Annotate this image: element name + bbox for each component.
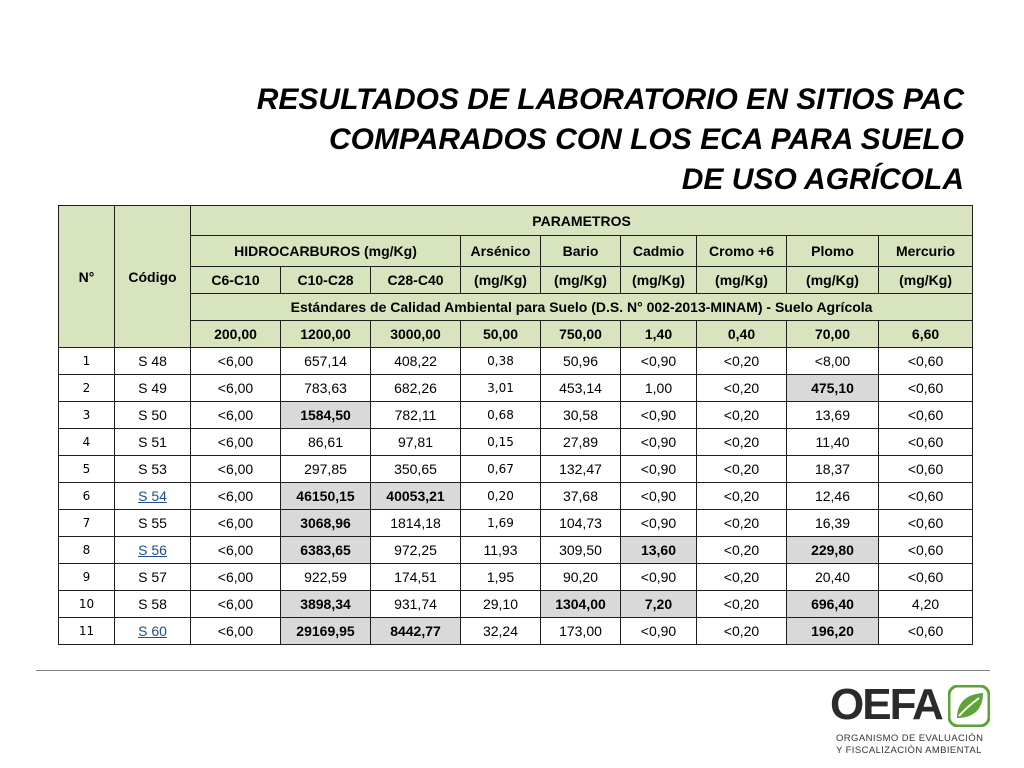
standard-value: 0,40 (697, 321, 787, 348)
standard-value: 1,40 (621, 321, 697, 348)
table-cell: <0,60 (879, 483, 973, 510)
header-unit-cadmio: (mg/Kg) (621, 267, 697, 294)
table-cell: 32,24 (461, 618, 541, 645)
table-cell: 3898,34 (281, 591, 371, 618)
table-row (59, 375, 973, 402)
site-code: S 50 (115, 402, 191, 429)
header-unit-bario: (mg/Kg) (541, 267, 621, 294)
header-unit-arsenico: (mg/Kg) (461, 267, 541, 294)
table-row (59, 483, 973, 510)
table-cell: <0,90 (621, 429, 697, 456)
table-cell: 0,67 (461, 456, 541, 483)
table-cell: 50,96 (541, 348, 621, 375)
table-cell: 229,80 (787, 537, 879, 564)
table-cell: <6,00 (191, 537, 281, 564)
site-code: S 58 (115, 591, 191, 618)
header-bario: Bario (541, 236, 621, 267)
table-cell: 783,63 (281, 375, 371, 402)
table-cell: 1814,18 (371, 510, 461, 537)
table-cell: 922,59 (281, 564, 371, 591)
standard-value: 200,00 (191, 321, 281, 348)
header-mercurio: Mercurio (879, 236, 973, 267)
table-cell: 29,10 (461, 591, 541, 618)
title-line-2: COMPARADOS CON LOS ECA PARA SUELO (328, 123, 964, 156)
table-cell: 174,51 (371, 564, 461, 591)
table-cell: 972,25 (371, 537, 461, 564)
table-row (59, 402, 973, 429)
row-number: 1 (59, 348, 115, 375)
table-cell: 13,69 (787, 402, 879, 429)
standards-row (59, 321, 973, 348)
table-cell: <6,00 (191, 618, 281, 645)
table-cell: 6383,65 (281, 537, 371, 564)
table-cell: <0,60 (879, 402, 973, 429)
table-row (59, 348, 973, 375)
table-cell: 16,39 (787, 510, 879, 537)
header-unit-cromo: (mg/Kg) (697, 267, 787, 294)
table-cell: <0,20 (697, 348, 787, 375)
table-cell: 20,40 (787, 564, 879, 591)
header-c28c40: C28-C40 (371, 267, 461, 294)
site-code-link[interactable]: S 60 (115, 618, 191, 645)
table-cell: <0,20 (697, 564, 787, 591)
standard-value: 3000,00 (371, 321, 461, 348)
header-row-standards-caption (59, 294, 973, 321)
table-cell: 782,11 (371, 402, 461, 429)
table-row (59, 591, 973, 618)
table-cell: <0,20 (697, 618, 787, 645)
table-cell: 7,20 (621, 591, 697, 618)
table-cell: <6,00 (191, 375, 281, 402)
table-cell: 350,65 (371, 456, 461, 483)
table-cell: 90,20 (541, 564, 621, 591)
logo-subtitle-1: ORGANISMO DE EVALUACIÓN (836, 733, 984, 744)
table-cell: 13,60 (621, 537, 697, 564)
table-cell: 86,61 (281, 429, 371, 456)
table-row (59, 564, 973, 591)
standard-value: 50,00 (461, 321, 541, 348)
table-cell: <0,60 (879, 510, 973, 537)
header-unit-plomo: (mg/Kg) (787, 267, 879, 294)
header-codigo: Código (115, 206, 191, 348)
table-cell: 3,01 (461, 375, 541, 402)
table-cell: <0,60 (879, 429, 973, 456)
title-line-3: DE USO AGRÍCOLA (681, 163, 964, 196)
header-row-parametros (59, 206, 973, 236)
table-cell: <0,20 (697, 375, 787, 402)
table-cell: 173,00 (541, 618, 621, 645)
standard-value: 6,60 (879, 321, 973, 348)
table-cell: <0,90 (621, 402, 697, 429)
table-cell: 97,81 (371, 429, 461, 456)
standard-value: 70,00 (787, 321, 879, 348)
table-cell: 475,10 (787, 375, 879, 402)
table-cell: <0,20 (697, 537, 787, 564)
table-cell: <6,00 (191, 591, 281, 618)
table-cell: <6,00 (191, 456, 281, 483)
header-n: N° (59, 206, 115, 348)
standard-value: 750,00 (541, 321, 621, 348)
results-table (58, 205, 973, 645)
row-number: 7 (59, 510, 115, 537)
table-cell: <6,00 (191, 510, 281, 537)
table-cell: 1,69 (461, 510, 541, 537)
site-code: S 48 (115, 348, 191, 375)
site-code-link[interactable]: S 56 (115, 537, 191, 564)
oefa-logo (830, 680, 990, 761)
table-cell: 3068,96 (281, 510, 371, 537)
table-cell: <0,60 (879, 618, 973, 645)
table-cell: <0,60 (879, 375, 973, 402)
table-row (59, 429, 973, 456)
table-cell: 12,46 (787, 483, 879, 510)
header-cadmio: Cadmio (621, 236, 697, 267)
site-code: S 55 (115, 510, 191, 537)
header-cromo: Cromo +6 (697, 236, 787, 267)
table-cell: 18,37 (787, 456, 879, 483)
site-code: S 51 (115, 429, 191, 456)
table-cell: 931,74 (371, 591, 461, 618)
table-cell: 29169,95 (281, 618, 371, 645)
table-cell: 132,47 (541, 456, 621, 483)
table-cell: 40053,21 (371, 483, 461, 510)
table-cell: 46150,15 (281, 483, 371, 510)
site-code: S 49 (115, 375, 191, 402)
row-number: 6 (59, 483, 115, 510)
table-cell: 297,85 (281, 456, 371, 483)
table-cell: 196,20 (787, 618, 879, 645)
row-number: 5 (59, 456, 115, 483)
table-cell: <6,00 (191, 348, 281, 375)
table-cell: 696,40 (787, 591, 879, 618)
header-c10c28: C10-C28 (281, 267, 371, 294)
row-number: 10 (59, 591, 115, 618)
table-cell: <0,90 (621, 618, 697, 645)
row-number: 8 (59, 537, 115, 564)
table-cell: <0,90 (621, 510, 697, 537)
header-unit-mercurio: (mg/Kg) (879, 267, 973, 294)
table-cell: <6,00 (191, 483, 281, 510)
table-cell: 4,20 (879, 591, 973, 618)
table-cell: <0,60 (879, 456, 973, 483)
table-cell: 11,93 (461, 537, 541, 564)
table-cell: 104,73 (541, 510, 621, 537)
table-cell: 1,95 (461, 564, 541, 591)
logo-subtitle-2: Y FISCALIZACIÓN AMBIENTAL (836, 745, 982, 756)
standard-value: 1200,00 (281, 321, 371, 348)
header-arsenico: Arsénico (461, 236, 541, 267)
table-cell: 309,50 (541, 537, 621, 564)
leaf-icon (948, 685, 990, 727)
logo-wordmark: OEFA (830, 680, 942, 729)
header-row-units (59, 267, 973, 294)
table-cell: <0,90 (621, 456, 697, 483)
row-number: 4 (59, 429, 115, 456)
table-cell: <0,20 (697, 483, 787, 510)
slide-title (64, 80, 964, 200)
table-cell: 0,15 (461, 429, 541, 456)
table-cell: 0,20 (461, 483, 541, 510)
header-plomo: Plomo (787, 236, 879, 267)
table-cell: <6,00 (191, 564, 281, 591)
table-row (59, 537, 973, 564)
table-cell: <0,20 (697, 402, 787, 429)
table-cell: <0,60 (879, 537, 973, 564)
table-cell: 657,14 (281, 348, 371, 375)
table-cell: <0,60 (879, 348, 973, 375)
table-cell: 0,68 (461, 402, 541, 429)
table-cell: 1304,00 (541, 591, 621, 618)
table-row (59, 456, 973, 483)
table-cell: 0,38 (461, 348, 541, 375)
row-number: 3 (59, 402, 115, 429)
row-number: 11 (59, 618, 115, 645)
header-row-parameters (59, 236, 973, 267)
header-parametros: PARAMETROS (191, 206, 973, 236)
table-cell: <0,20 (697, 591, 787, 618)
header-hidrocarburos: HIDROCARBUROS (mg/Kg) (191, 236, 461, 267)
table-cell: 30,58 (541, 402, 621, 429)
standards-caption: Estándares de Calidad Ambiental para Suelo (D.S. N° 002-2013-MINAM) - Suelo Agrícola (191, 294, 973, 321)
table-cell: 11,40 (787, 429, 879, 456)
table-cell: 8442,77 (371, 618, 461, 645)
row-number: 2 (59, 375, 115, 402)
table-cell: 37,68 (541, 483, 621, 510)
table-cell: 1584,50 (281, 402, 371, 429)
table-cell: 27,89 (541, 429, 621, 456)
header-c6c10: C6-C10 (191, 267, 281, 294)
site-code: S 57 (115, 564, 191, 591)
table-cell: <8,00 (787, 348, 879, 375)
table-cell: <0,20 (697, 510, 787, 537)
table-cell: 1,00 (621, 375, 697, 402)
table-cell: <6,00 (191, 429, 281, 456)
table-cell: <6,00 (191, 402, 281, 429)
table-cell: <0,20 (697, 456, 787, 483)
table-row (59, 510, 973, 537)
table-row (59, 618, 973, 645)
table-cell: 682,26 (371, 375, 461, 402)
table-cell: 453,14 (541, 375, 621, 402)
row-number: 9 (59, 564, 115, 591)
title-line-1: RESULTADOS DE LABORATORIO EN SITIOS PAC (256, 83, 964, 116)
footer-divider (36, 670, 990, 671)
table-cell: <0,20 (697, 429, 787, 456)
site-code: S 53 (115, 456, 191, 483)
table-cell: <0,90 (621, 564, 697, 591)
table-cell: <0,90 (621, 483, 697, 510)
table-cell: <0,90 (621, 348, 697, 375)
table-cell: <0,60 (879, 564, 973, 591)
site-code-link[interactable]: S 54 (115, 483, 191, 510)
table-cell: 408,22 (371, 348, 461, 375)
